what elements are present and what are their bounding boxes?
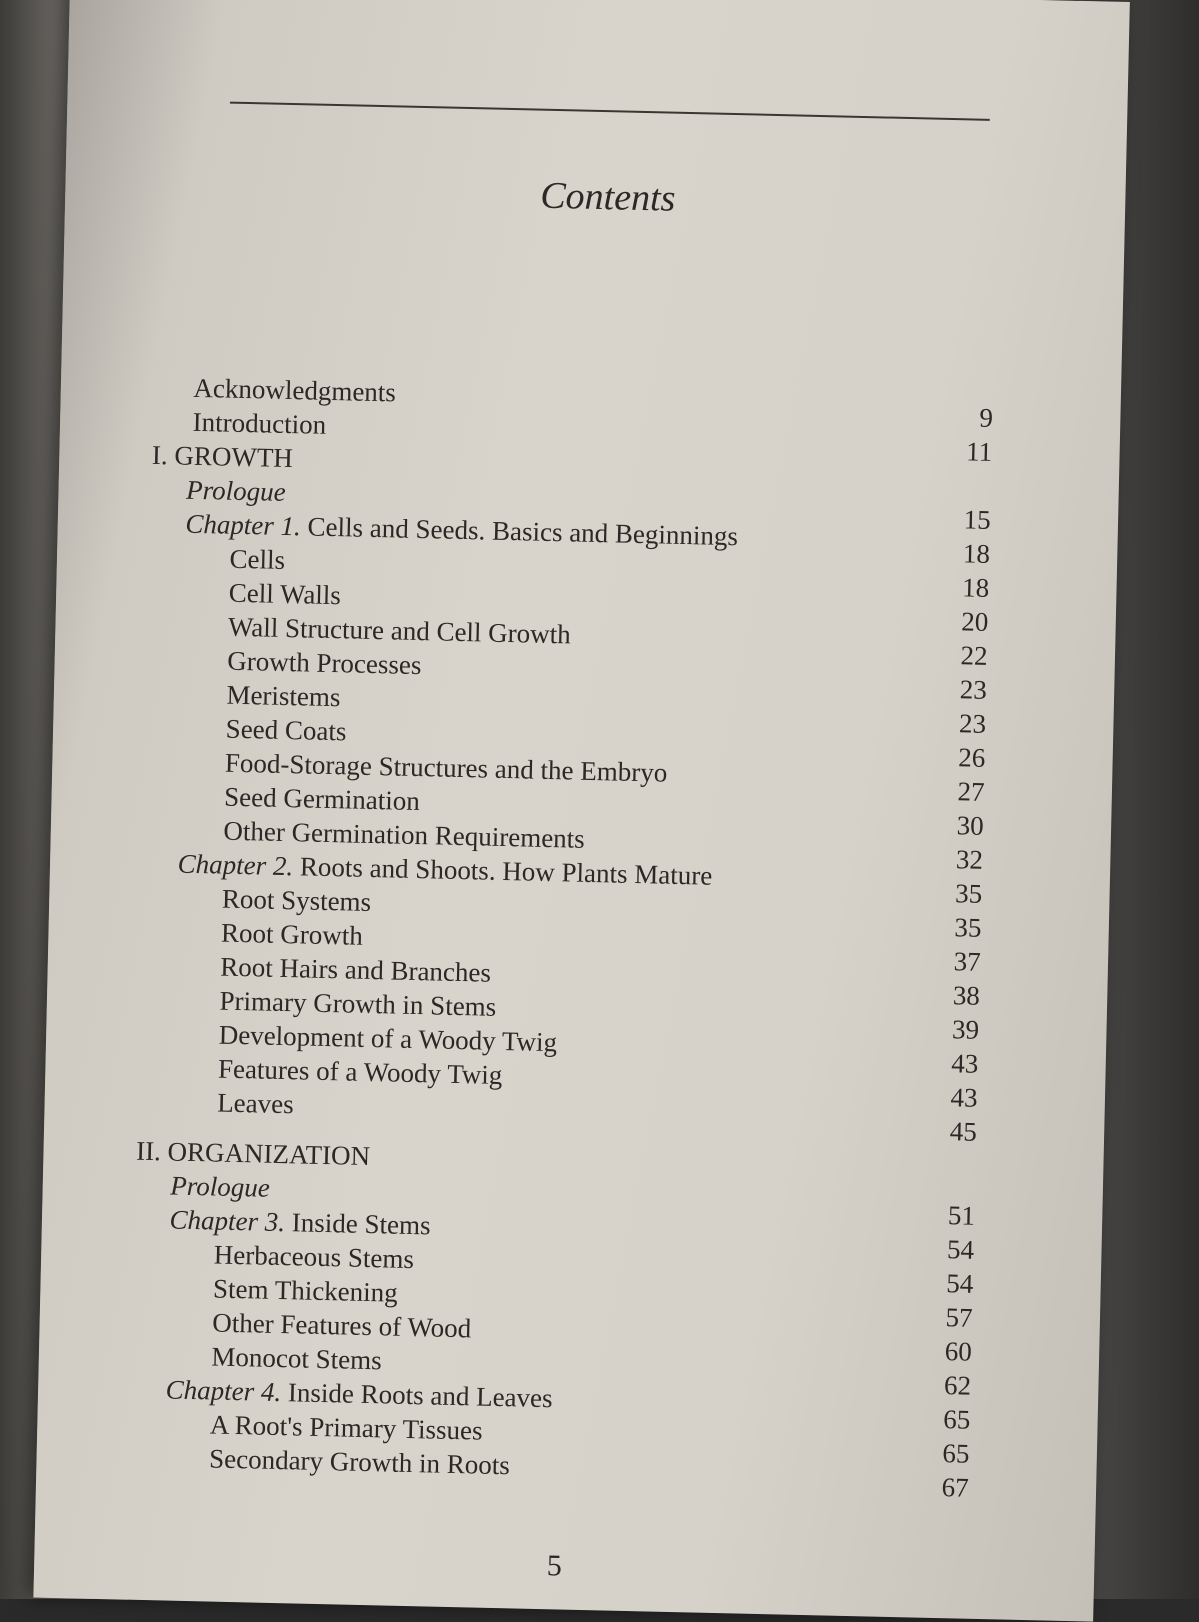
toc-entry-text: Meristems	[226, 679, 341, 713]
toc-entry-text: Stem Thickening	[212, 1273, 399, 1308]
toc-entry-text: Herbaceous Stems	[213, 1239, 415, 1275]
toc-entry-page: 11	[965, 436, 993, 467]
toc-entry-text: Growth Processes	[226, 645, 422, 681]
toc-entry-label	[213, 1272, 398, 1310]
toc-entry-page: 65	[942, 1438, 970, 1469]
toc-entry-text: Inside Stems	[291, 1207, 431, 1241]
toc-entry-text: Features of a Woody Twig	[217, 1053, 503, 1091]
toc-entry-text: Seed Coats	[225, 713, 347, 747]
toc-entry-label	[222, 882, 372, 919]
chapter-prefix: Chapter 4.	[165, 1374, 282, 1408]
toc-entry-label	[211, 1339, 382, 1377]
toc-entry-page: 54	[946, 1268, 974, 1299]
toc-entry-text: II. ORGANIZATION	[135, 1135, 371, 1172]
toc-entry-text: Food-Storage Structures and the Embryo	[224, 747, 668, 788]
toc-entry-text: Cells and Seeds. Basics and Beginnings	[307, 511, 739, 552]
toc-entry-text: Inside Roots and Leaves	[287, 1377, 553, 1414]
toc-entry-page: 32	[955, 844, 984, 875]
chapter-prefix: Chapter 1.	[185, 508, 302, 542]
toc-entry-page: 30	[956, 810, 985, 841]
toc-entry-page: 18	[962, 538, 991, 569]
page-title: Contents	[539, 174, 676, 220]
chapter-prefix: Chapter 3.	[169, 1204, 286, 1238]
toc-entry-text: Other Germination Requirements	[223, 815, 586, 854]
toc-entry-page: 35	[954, 912, 982, 943]
toc-entry-text: Cell Walls	[228, 577, 342, 611]
toc-entry-text: Primary Growth in Stems	[219, 985, 497, 1022]
toc-entry-text: Roots and Shoots. How Plants Mature	[299, 851, 713, 891]
toc-entry-page: 62	[943, 1370, 972, 1401]
toc-entry-text: I. GROWTH	[151, 439, 294, 474]
toc-entry-page: 26	[957, 742, 986, 773]
toc-entry-page: 18	[961, 572, 990, 603]
toc-entry-label	[226, 678, 341, 715]
toc-entry-label	[209, 1441, 510, 1482]
page-content	[126, 100, 1000, 1619]
toc-entry-text: Leaves	[216, 1087, 295, 1120]
toc-entry-text: Root Systems	[221, 883, 372, 917]
toc-entry-page: 45	[949, 1116, 978, 1147]
toc-entry-text: Development of a Woody Twig	[218, 1019, 558, 1058]
toc-entry-page: 57	[945, 1302, 973, 1333]
toc-entry-label	[152, 438, 294, 475]
chapter-prefix: Chapter 2.	[177, 848, 294, 882]
toc-entry-page: 35	[954, 878, 983, 909]
toc-entry-page: 22	[960, 640, 988, 671]
toc-entry-text: Root Hairs and Branches	[220, 951, 492, 988]
toc-entry-page: 43	[950, 1082, 978, 1113]
toc-entry-page: 23	[958, 708, 987, 739]
toc-entry-label	[227, 644, 422, 682]
page-number: 5	[546, 1549, 563, 1583]
toc-entry-page: 15	[963, 504, 992, 535]
toc-entry-text: Root Growth	[220, 917, 364, 951]
toc-entry-label	[217, 1086, 294, 1122]
toc-entry-text: A Root's Primary Tissues	[209, 1409, 483, 1446]
toc-entry-page: 37	[953, 946, 981, 977]
toc-entry-label	[193, 371, 396, 410]
toc-entry-label	[221, 916, 363, 953]
toc-entry-label	[136, 1134, 371, 1173]
toc-entry-label	[225, 712, 346, 749]
toc-entry-label	[229, 542, 285, 577]
toc-entry-label	[186, 473, 286, 509]
toc-entry-label	[192, 405, 326, 442]
toc-entry-label	[228, 576, 341, 613]
toc-entry-text: Introduction	[192, 406, 327, 440]
table-of-contents	[129, 370, 994, 1503]
toc-entry-text: Secondary Growth in Roots	[208, 1443, 511, 1481]
toc-entry-page: 65	[942, 1404, 971, 1435]
toc-entry-text: Other Features of Wood	[211, 1307, 472, 1344]
toc-entry-label	[213, 1238, 414, 1277]
toc-entry-page: 9	[979, 402, 994, 433]
toc-entry-page: 23	[959, 674, 988, 705]
toc-entry-page: 39	[951, 1014, 980, 1045]
toc-entry-text: Cells	[229, 543, 286, 575]
toc-entry-page: 54	[946, 1234, 975, 1265]
toc-entry-text: Prologue	[170, 1170, 271, 1203]
toc-entry-text: Monocot Stems	[211, 1341, 383, 1376]
toc-entry-page: 67	[941, 1472, 970, 1503]
toc-entry-text: Prologue	[185, 474, 286, 507]
toc-entry-label	[224, 780, 420, 818]
toc-entry-page: 20	[961, 606, 989, 637]
toc-entry-text: Acknowledgments	[193, 372, 397, 408]
toc-entry-text: Seed Germination	[223, 781, 421, 817]
toc-entry-page: 51	[947, 1200, 976, 1231]
toc-entry-page: 43	[951, 1048, 979, 1079]
toc-entry-page: 38	[952, 980, 981, 1011]
toc-entry-page: 27	[957, 776, 985, 807]
toc-entry-page: 60	[944, 1336, 973, 1367]
toc-entry-text: Wall Structure and Cell Growth	[227, 611, 572, 650]
toc-entry-label	[170, 1169, 270, 1205]
